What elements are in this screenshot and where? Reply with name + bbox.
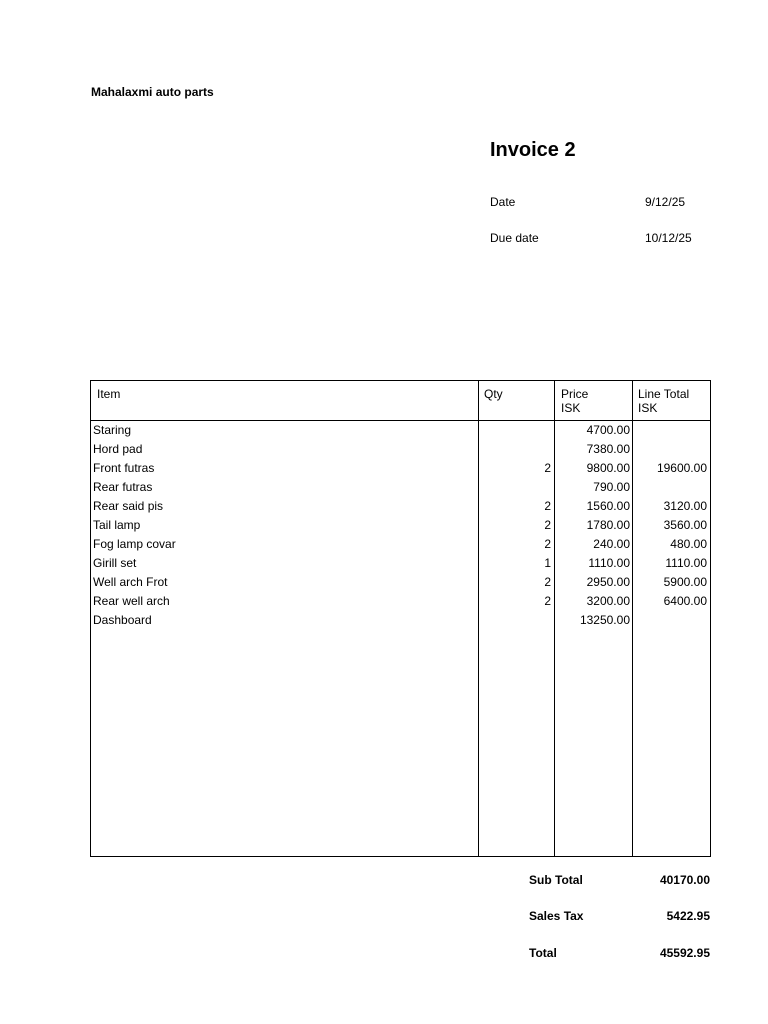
subtotal-value: 40170.00 bbox=[659, 873, 710, 887]
row-item: Well arch Frot bbox=[93, 575, 168, 589]
row-price: 2950.00 bbox=[586, 575, 630, 589]
row-price: 13250.00 bbox=[579, 613, 630, 627]
row-item: Staring bbox=[93, 423, 132, 437]
row-qty: 2 bbox=[544, 518, 551, 532]
row-item: Dashboard bbox=[93, 613, 152, 627]
header-price-currency: ISK bbox=[561, 401, 581, 415]
row-price: 7380.00 bbox=[586, 442, 630, 456]
row-line-total: 3560.00 bbox=[663, 518, 707, 532]
row-price: 4700.00 bbox=[586, 423, 630, 437]
date-label: Date bbox=[490, 195, 516, 209]
row-price: 9800.00 bbox=[586, 461, 630, 475]
row-line-total: 19600.00 bbox=[656, 461, 707, 475]
table-row bbox=[91, 442, 710, 461]
row-item: Fog lamp covar bbox=[93, 537, 176, 551]
row-price: 790.00 bbox=[593, 480, 630, 494]
row-item: Hord pad bbox=[93, 442, 143, 456]
table-row bbox=[91, 461, 710, 480]
row-item: Rear futras bbox=[93, 480, 153, 494]
row-qty: 2 bbox=[544, 594, 551, 608]
table-row bbox=[91, 518, 710, 537]
sales-tax-label: Sales Tax bbox=[529, 909, 584, 923]
table-row bbox=[91, 499, 710, 518]
row-price: 1110.00 bbox=[588, 556, 630, 570]
header-qty bbox=[484, 387, 503, 401]
table-row bbox=[91, 556, 710, 575]
row-qty: 2 bbox=[544, 575, 551, 589]
row-line-total: 1110.00 bbox=[665, 556, 707, 570]
table-row bbox=[91, 537, 710, 556]
subtotal-label: Sub Total bbox=[529, 873, 583, 887]
header-item bbox=[97, 387, 120, 401]
table-row bbox=[91, 480, 710, 499]
row-line-total: 480.00 bbox=[670, 537, 707, 551]
row-price: 1560.00 bbox=[586, 499, 630, 513]
table-row bbox=[91, 594, 710, 613]
date-value: 9/12/25 bbox=[645, 195, 686, 209]
due-date-label: Due date bbox=[490, 231, 539, 245]
line-items-table bbox=[90, 380, 711, 857]
row-line-total: 5900.00 bbox=[663, 575, 707, 589]
row-item: Rear said pis bbox=[93, 499, 164, 513]
row-item: Rear well arch bbox=[93, 594, 170, 608]
row-price: 3200.00 bbox=[586, 594, 630, 608]
row-item: Front futras bbox=[93, 461, 155, 475]
header-price-label: Price bbox=[561, 387, 589, 401]
row-item: Girill set bbox=[93, 556, 137, 570]
due-date-value: 10/12/25 bbox=[645, 231, 692, 245]
table-row bbox=[91, 613, 710, 632]
row-qty: 2 bbox=[544, 537, 551, 551]
row-price: 240.00 bbox=[593, 537, 630, 551]
row-line-total: 3120.00 bbox=[663, 499, 707, 513]
row-qty: 1 bbox=[544, 556, 551, 570]
row-item: Tail lamp bbox=[93, 518, 141, 532]
invoice-title: Invoice 2 bbox=[490, 139, 576, 161]
header-price bbox=[561, 387, 588, 415]
table-row bbox=[91, 423, 710, 442]
header-line-total-currency: ISK bbox=[638, 401, 658, 415]
row-line-total: 6400.00 bbox=[663, 594, 707, 608]
table-body bbox=[91, 423, 710, 632]
row-price: 1780.00 bbox=[586, 518, 630, 532]
table-row bbox=[91, 575, 710, 594]
header-divider bbox=[91, 420, 710, 421]
header-qty-label: Qty bbox=[484, 387, 503, 401]
total-value: 45592.95 bbox=[659, 946, 710, 960]
header-line-total bbox=[638, 387, 689, 415]
total-label: Total bbox=[529, 946, 557, 960]
row-qty: 2 bbox=[544, 461, 551, 475]
company-name: Mahalaxmi auto parts bbox=[91, 85, 214, 99]
sales-tax-value: 5422.95 bbox=[666, 909, 710, 923]
row-qty: 2 bbox=[544, 499, 551, 513]
header-line-total-label: Line Total bbox=[638, 387, 690, 401]
header-item-label: Item bbox=[97, 387, 121, 401]
